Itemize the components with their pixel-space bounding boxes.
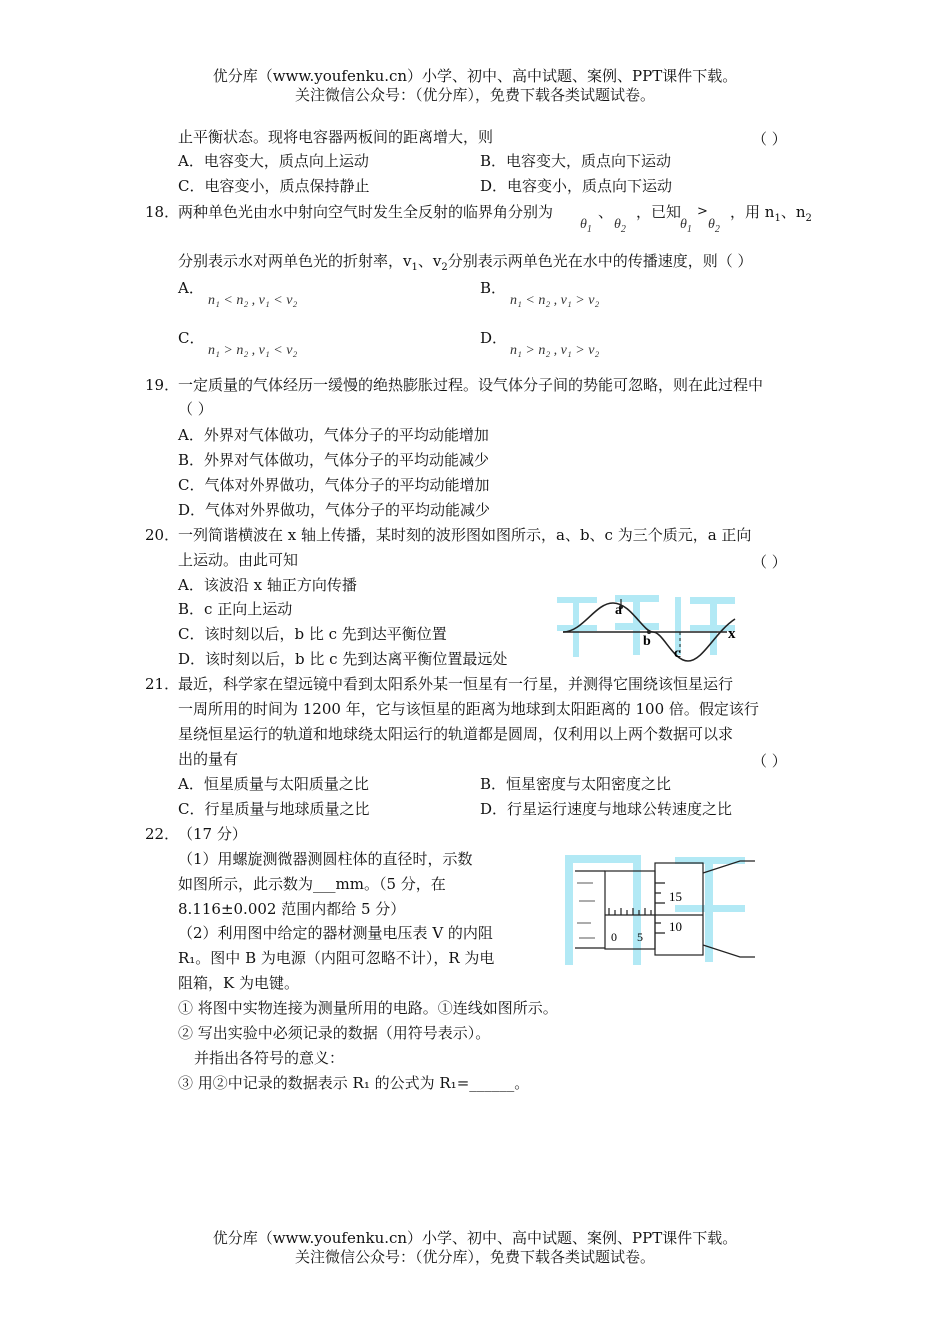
q18-option-c-expr: n₁ > n₂ , v₁ < v₂: [208, 343, 298, 358]
q19-option-a: A．外界对气体做功，气体分子的平均动能增加: [178, 426, 489, 444]
q19-option-b: B．外界对气体做功，气体分子的平均动能减少: [178, 451, 490, 469]
q18-option-d-expr: n₁ > n₂ , v₁ > v₂: [510, 343, 600, 358]
q17-option-b: B．电容变大，质点向下运动: [480, 152, 672, 170]
sleeve-label-5: 5: [637, 930, 643, 944]
q17-option-a: A．电容变大，质点向上运动: [178, 152, 369, 170]
q18-theta1-b: $\theta_1$: [680, 217, 692, 235]
q21-option-a: A．恒星质量与太阳质量之比: [178, 775, 369, 793]
thimble-ticks: [655, 883, 665, 933]
q19-option-c: C．气体对外界做功，气体分子的平均动能增加: [178, 476, 490, 494]
q20-option-b: B．c 正向上运动: [178, 600, 293, 618]
footer-line-1: 优分库（www.youfenku.cn）小学、初中、高中试题、案例、PPT课件下载。: [212, 1229, 738, 1247]
q21-stem-2: 一周所用的时间为 1200 年，它与该恒星的距离为地球到太阳距离的 100 倍。假定该行: [178, 700, 759, 718]
q19-stem: 一定质量的气体经历一缓慢的绝热膨胀过程。设气体分子间的势能可忽略，则在此过程中: [178, 376, 764, 394]
header-line-1: 优分库（www.youfenku.cn）小学、初中、高中试题、案例、PPT课件下载。: [212, 67, 738, 85]
q18-option-a-expr: n₁ < n₂ , v₁ < v₂: [208, 293, 298, 308]
q20-option-d: D．该时刻以后，b 比 c 先到达离平衡位置最远处: [178, 650, 508, 668]
q21-stem-1: 最近，科学家在望远镜中看到太阳系外某一恒星有一行星，并测得它围绕该恒星运行: [178, 675, 734, 693]
q22-part1-line1: （1）用螺旋测微器测圆柱体的直径时，示数: [178, 850, 473, 868]
footer-line-2: 关注微信公众号：（优分库），免费下载各类试题试卷。: [294, 1248, 655, 1266]
q17-option-d: D．电容变小，质点向下运动: [480, 177, 673, 195]
q18-theta2: $\theta_2$: [614, 217, 626, 235]
micrometer-figure: [565, 853, 760, 968]
q21-stem-4: 出的量有: [178, 750, 239, 768]
q21-option-c: C．行星质量与地球质量之比: [178, 800, 370, 818]
q22-step-3: ③ 用②中记录的数据表示 R₁ 的公式为 R₁=______。: [178, 1074, 530, 1092]
sleeve-label-0: 0: [611, 930, 617, 944]
q20-number: 20．: [145, 526, 180, 544]
q22-step-1: ① 将图中实物连接为测量所用的电路。①连线如图所示。: [178, 999, 558, 1017]
q22-step-2b: 并指出各符号的意义：: [194, 1049, 345, 1067]
thimble-label-15: 15: [669, 889, 682, 904]
q18-stem-2: 分别表示水对两单色光的折射率，$v_1$、$v_2$分别表示两单色光在水中的传播速度，则（ ）: [178, 252, 753, 273]
label-b: b: [643, 634, 651, 649]
label-x: x: [728, 626, 736, 642]
q18-known: ，已知: [636, 203, 682, 221]
q18-option-c-label: C．: [178, 329, 205, 347]
q21-option-b: B．恒星密度与太阳密度之比: [480, 775, 672, 793]
thimble-label-10: 10: [669, 919, 682, 934]
q18-gt: >: [697, 204, 708, 219]
q18-option-b-label: B．: [480, 279, 507, 297]
q21-option-d: D．行星运行速度与地球公转速度之比: [480, 800, 733, 818]
q19-answer-paren: （ ）: [178, 400, 213, 418]
q18-option-b-expr: n₁ < n₂ , v₁ > v₂: [510, 293, 600, 308]
q18-theta2-b: $\theta_2$: [708, 217, 720, 235]
label-c: c: [674, 646, 681, 661]
sleeve-ticks: [609, 908, 651, 915]
q20-option-a: A．该波沿 x 轴正方向传播: [178, 576, 357, 594]
wave-figure: [555, 585, 745, 663]
q17-option-c: C．电容变小，质点保持静止: [178, 177, 370, 195]
q22-part2-line1: （2）利用图中给定的器材测量电压表 V 的内阻: [178, 924, 493, 942]
q17-stem: 止平衡状态。现将电容器两板间的距离增大，则: [178, 128, 494, 146]
label-a: a: [615, 603, 622, 618]
q18-option-a-label: A．: [178, 279, 204, 297]
header-line-2: 关注微信公众号：（优分库），免费下载各类试题试卷。: [294, 86, 655, 104]
q22-score: （17 分）: [178, 825, 247, 843]
q22-part1-line3: 8.116±0.002 范围内都给 5 分）: [178, 900, 406, 918]
q21-answer-paren: （ ）: [752, 752, 787, 770]
q18-number: 18．: [145, 203, 180, 221]
q21-number: 21．: [145, 675, 180, 693]
q17-answer-paren: （ ）: [752, 130, 787, 148]
q22-number: 22．: [145, 825, 180, 843]
q22-part2-line3: 阻箱，K 为电键。: [178, 974, 299, 992]
q20-option-c: C．该时刻以后，b 比 c 先到达平衡位置: [178, 625, 447, 643]
q20-stem-2: 上运动。由此可知: [178, 551, 299, 569]
q22-part1-line2: 如图所示，此示数为___mm。（5 分，在: [178, 875, 446, 893]
q18-option-d-label: D．: [480, 329, 508, 347]
q22-step-2: ② 写出实验中必须记录的数据（用符号表示）。: [178, 1024, 491, 1042]
q19-option-d: D．气体对外界做功，气体分子的平均动能减少: [178, 501, 491, 519]
q18-theta1: $\theta_1$: [580, 217, 592, 235]
q19-number: 19．: [145, 376, 180, 394]
q21-stem-3: 星绕恒星运行的轨道和地球绕太阳运行的轨道都是圆周，仅利用以上两个数据可以求: [178, 725, 734, 743]
q18-stem-1: 两种单色光由水中射向空气时发生全反射的临界角分别为: [178, 203, 554, 221]
frame-hatch: [577, 883, 595, 938]
q22-part2-line2: R₁。图中 B 为电源（内阻可忽略不计），R 为电: [178, 949, 495, 967]
q18-use-n: ，用 $n_1$、$n_2$: [730, 203, 812, 224]
q18-separator: 、: [598, 203, 614, 221]
q20-stem-1: 一列简谐横波在 x 轴上传播，某时刻的波形图如图所示，a、b、c 为三个质元，a 正向: [178, 526, 752, 544]
q20-answer-paren: （ ）: [752, 553, 787, 571]
